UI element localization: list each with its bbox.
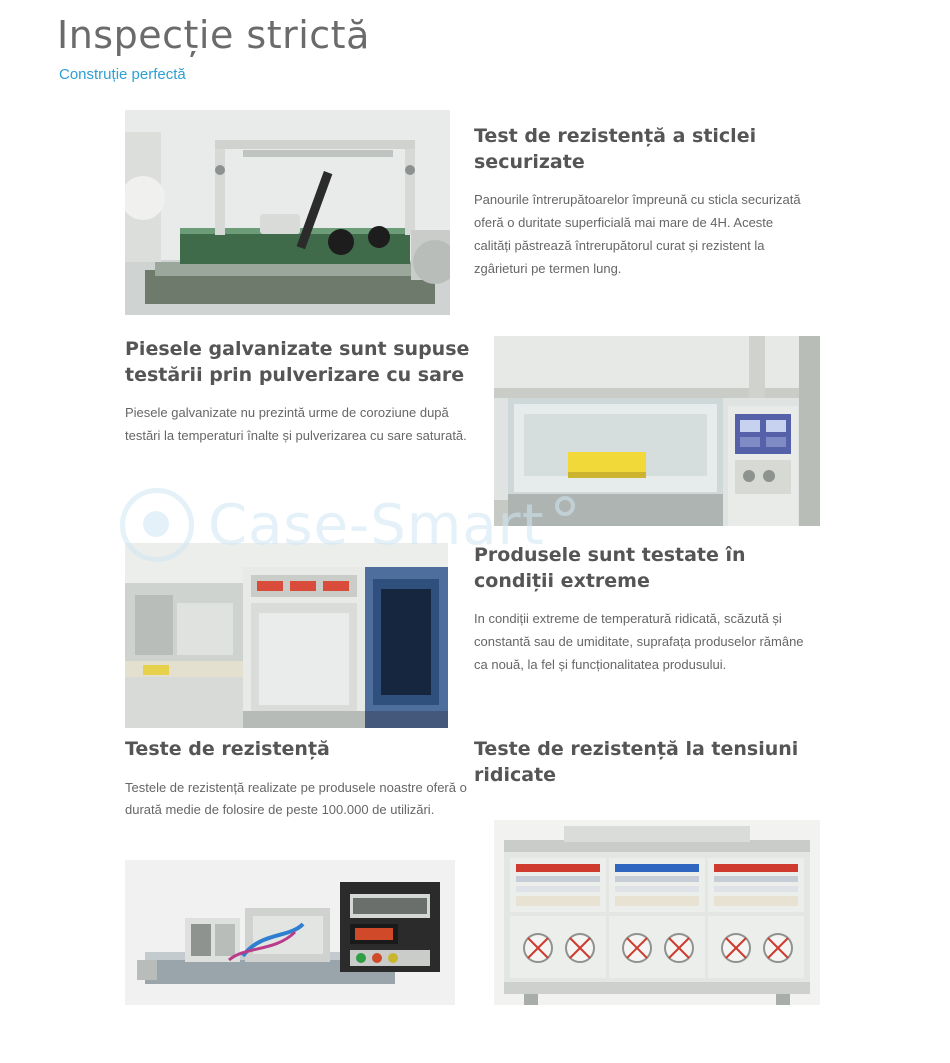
salt-spray-chamber-photo <box>494 336 820 526</box>
section-title: Piesele galvanizate sunt supuse testării prin pulverizare cu sare <box>125 338 470 386</box>
watermark-text: Case-Smart <box>208 492 545 558</box>
section-body: Testele de rezistență realizate pe produsele noastre oferă o durată medie de folosire de peste 100.000 de utilizări. <box>125 779 467 818</box>
page-subtitle: Construție perfectă <box>59 65 186 83</box>
section-tempered-glass-test <box>474 124 804 280</box>
section-body: In condiții extreme de temperatură ridicată, scăzută și constantă sau de umiditate, suprafața produselor rămâne ca nouă, la fel și funcționalitatea produsului. <box>474 611 804 672</box>
high-voltage-test-rack-photo <box>494 820 820 1005</box>
section-body: Piesele galvanizate nu prezintă urme de coroziune după testări la temperaturi înalte și pulverizarea cu sare saturată. <box>125 405 467 444</box>
scratch-hardness-test-machine-photo <box>125 110 450 315</box>
endurance-test-bench-photo <box>125 860 455 1005</box>
section-title: Teste de rezistență la tensiuni ridicate <box>474 738 799 786</box>
section-title: Teste de rezistență <box>125 738 330 760</box>
section-high-voltage-test <box>474 737 804 802</box>
climate-test-chamber-photo <box>125 543 448 728</box>
section-salt-spray-test <box>125 337 480 448</box>
section-body: Panourile întrerupătoarelor împreună cu sticla securizată oferă o duritate superficială mai mare de 4H. Aceste calități păstrează întrerupătorul curat și rezistent la zgârieturi pe termen lung. <box>474 192 801 276</box>
section-title: Produsele sunt testate în condiții extreme <box>474 544 746 592</box>
page-title: Inspecție strictă <box>57 13 370 57</box>
section-title: Test de rezistență a sticlei securizate <box>474 125 757 173</box>
section-extreme-conditions-test <box>474 543 804 677</box>
page-header <box>57 14 370 83</box>
section-endurance-test <box>125 737 470 822</box>
